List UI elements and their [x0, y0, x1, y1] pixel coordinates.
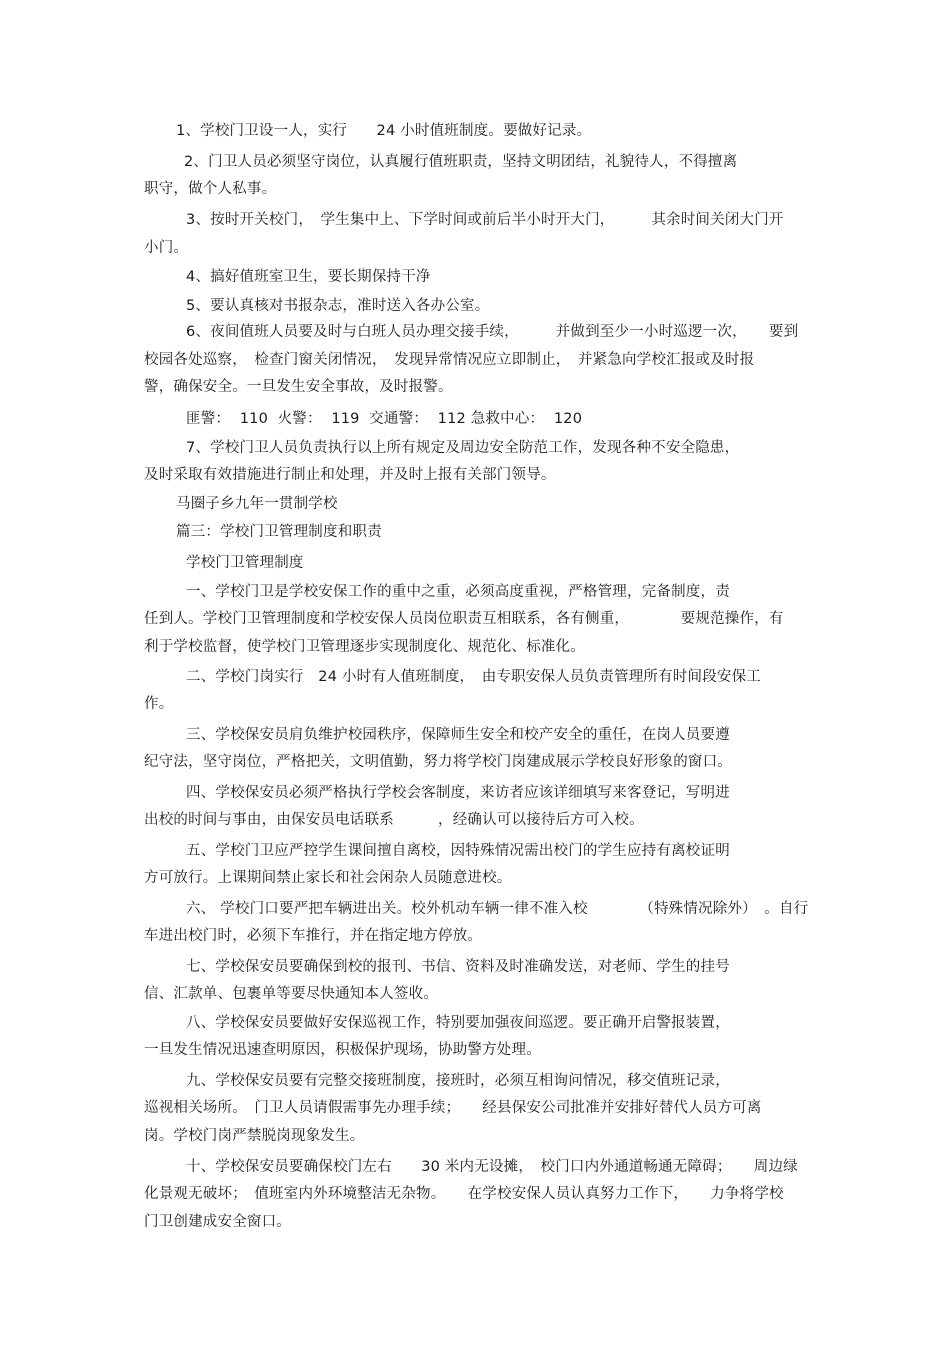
text-line: 方可放行。上课期间禁止家长和社会闲杂人员随意进校。	[144, 870, 512, 886]
text-line: 一、学校门卫是学校安保工作的重中之重，必须高度重视，严格管理，完备制度，责	[186, 584, 730, 600]
text-line: 三、学校保安员肩负维护校园秩序，保障师生安全和校产安全的重任，在岗人员要遵	[186, 727, 730, 743]
text-line: 二、学校门岗实行 24 小时有人值班制度， 由专职安保人员负责管理所有时间段安保工	[186, 669, 762, 685]
text-line: 3、按时开关校门， 学生集中上、下学时间或前后半小时开大门， 其余时间关闭大门开	[186, 212, 784, 228]
section-title: 篇三：学校门卫管理制度和职责	[176, 524, 382, 540]
text-line: 四、学校保安员必须严格执行学校会客制度，来访者应该详细填写来客登记，写明进	[186, 785, 730, 801]
text-line: 七、学校保安员要确保到校的报刊、书信、资料及时准确发送，对老师、学生的挂号	[186, 959, 730, 975]
text-line: 信、汇款单、包裹单等要尽快通知本人签收。	[144, 986, 438, 1002]
text-line: 八、学校保安员要做好安保巡视工作，特别要加强夜间巡逻。要正确开启警报装置，	[186, 1015, 730, 1031]
text-line: 巡视相关场所。 门卫人员请假需事先办理手续； 经县保安公司批准并安排好替代人员方可离	[144, 1100, 762, 1116]
text-line: 小门。	[144, 240, 189, 256]
text-line: 校园各处巡察， 检查门窗关闭情况， 发现异常情况应立即制止， 并紧急向学校汇报或及时报	[144, 352, 755, 368]
text-line: 化景观无破坏； 值班室内外环境整洁无杂物。 在学校安保人员认真努力工作下， 力争将学校	[144, 1186, 784, 1202]
text-line: 警，确保安全。一旦发生安全事故，及时报警。	[144, 379, 453, 395]
text-line: 六、 学校门口要严把车辆进出关。校外机动车辆一律不准入校 （特殊情况除外） 。自行	[186, 901, 809, 917]
text-line: 利于学校监督，使学校门卫管理逐步实现制度化、规范化、标准化。	[144, 639, 585, 655]
text-line: 职守，做个人私事。	[144, 181, 277, 197]
text-line: 4、搞好值班室卫生，要长期保持干净	[186, 269, 431, 285]
subsection-title: 学校门卫管理制度	[186, 555, 304, 571]
text-line: 车进出校门时，必须下车推行，并在指定地方停放。	[144, 928, 483, 944]
text-line: 及时采取有效措施进行制止和处理，并及时上报有关部门领导。	[144, 467, 556, 483]
text-line: 一旦发生情况迅速查明原因，积极保护现场，协助警方处理。	[144, 1042, 541, 1058]
text-line: 门卫创建成安全窗口。	[144, 1214, 291, 1230]
text-line: 7、学校门卫人员负责执行以上所有规定及周边安全防范工作，发现各种不安全隐患，	[186, 440, 740, 456]
text-line: 作。	[144, 696, 174, 712]
text-line: 5、要认真核对书报杂志，准时送入各办公室。	[186, 298, 490, 314]
school-name: 马圈子乡九年一贯制学校	[176, 496, 338, 512]
text-line: 出校的时间与事由，由保安员电话联系 ，经确认可以接待后方可入校。	[144, 812, 644, 828]
text-line: 2、门卫人员必须坚守岗位，认真履行值班职责，坚持文明团结，礼貌待人，不得擅离	[184, 154, 738, 170]
text-line: 任到人。学校门卫管理制度和学校安保人员岗位职责互相联系，各有侧重， 要规范操作，有	[144, 611, 784, 627]
emergency-numbers: 匪警： 110 火警： 119 交通警： 112 急救中心： 120	[186, 411, 583, 427]
text-line: 岗。学校门岗严禁脱岗现象发生。	[144, 1128, 365, 1144]
text-line: 6、夜间值班人员要及时与白班人员办理交接手续， 并做到至少一小时巡逻一次， 要到	[186, 324, 799, 340]
text-line: 纪守法，坚守岗位，严格把关，文明值勤，努力将学校门岗建成展示学校良好形象的窗口。	[144, 754, 732, 770]
text-line: 十、学校保安员要确保校门左右 30 米内无设摊， 校门口内外通道畅通无障碍； 周边绿	[186, 1159, 798, 1175]
text-line: 1、学校门卫设一人，实行 24 小时值班制度。要做好记录。	[176, 123, 592, 139]
text-line: 九、学校保安员要有完整交接班制度，接班时，必须互相询问情况，移交值班记录，	[186, 1073, 730, 1089]
text-line: 五、学校门卫应严控学生课间擅自离校，因特殊情况需出校门的学生应持有离校证明	[186, 843, 730, 859]
